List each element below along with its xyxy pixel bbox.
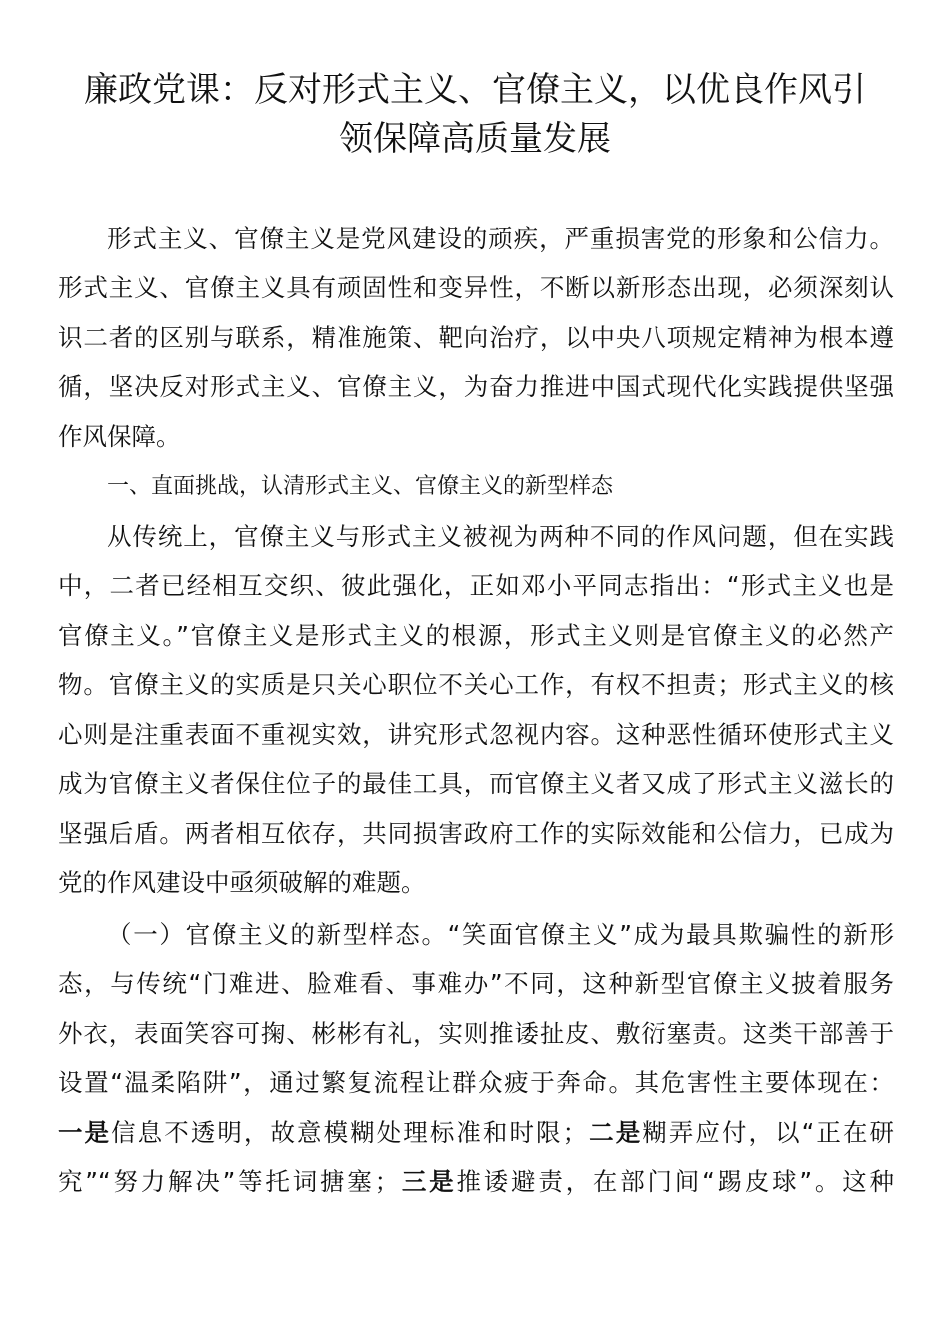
paragraph-3-line-6 xyxy=(58,1165,894,1199)
paragraph-3-line-4: 设置“温柔陷阱”，通过繁复流程让群众疲于奔命。其危害性主要体现在： xyxy=(58,1068,894,1097)
document-title-line-1: 廉政党课：反对形式主义、官僚主义，以优良作风引 xyxy=(84,70,866,110)
point-text-3: 推诿避责，在部门间“踢皮球”。这种 xyxy=(456,1167,894,1196)
point-text-1: 信息不透明，故意模糊处理标准和时限； xyxy=(111,1118,588,1147)
paragraph-3-line-3: 外衣，表面笑容可掬、彬彬有礼，实则推诿扯皮、敷衍塞责。这类干部善于 xyxy=(58,1019,894,1048)
point-text-2-cont: 究”“努力解决”等托词搪塞； xyxy=(58,1167,400,1196)
paragraph-2-line-3: 官僚主义。”官僚主义是形式主义的根源，形式主义则是官僚主义的必然产 xyxy=(58,621,894,650)
paragraph-2-line-7: 坚强后盾。两者相互依存，共同损害政府工作的实际效能和公信力，已成为 xyxy=(58,819,894,848)
paragraph-1-line-3: 识二者的区别与联系，精准施策、靶向治疗，以中央八项规定精神为根本遵 xyxy=(58,323,894,352)
paragraph-2-line-2: 中，二者已经相互交织、彼此强化，正如邓小平同志指出：“形式主义也是 xyxy=(58,571,894,600)
paragraph-1-line-1: 形式主义、官僚主义是党风建设的顽疾，严重损害党的形象和公信力。 xyxy=(107,224,894,253)
paragraph-2-line-6: 成为官僚主义者保住位子的最佳工具，而官僚主义者又成了形式主义滋长的 xyxy=(58,769,894,798)
paragraph-2-line-4: 物。官僚主义的实质是只关心职位不关心工作，有权不担责；形式主义的核 xyxy=(58,670,894,699)
section-heading-1: 一、直面挑战，认清形式主义、官僚主义的新型样态 xyxy=(107,474,614,499)
document-title-line-2: 领保障高质量发展 xyxy=(339,119,611,159)
point-label-2: 二是 xyxy=(587,1118,643,1147)
paragraph-3-line-1: （一）官僚主义的新型样态。“笑面官僚主义”成为最具欺骗性的新形 xyxy=(107,920,894,949)
paragraph-3-line-5 xyxy=(58,1116,894,1150)
paragraph-2-line-5: 心则是注重表面不重视实效，讲究形式忽视内容。这种恶性循环使形式主义 xyxy=(58,720,894,749)
point-label-1: 一是 xyxy=(58,1118,112,1147)
paragraph-2-line-1: 从传统上，官僚主义与形式主义被视为两种不同的作风问题，但在实践 xyxy=(107,522,894,551)
paragraph-1-line-4: 循，坚决反对形式主义、官僚主义，为奋力推进中国式现代化实践提供坚强 xyxy=(58,372,894,401)
paragraph-1-line-5: 作风保障。 xyxy=(58,422,181,451)
paragraph-1-line-2: 形式主义、官僚主义具有顽固性和变异性，不断以新形态出现，必须深刻认 xyxy=(58,273,894,302)
point-text-2: 糊弄应付，以“正在研 xyxy=(642,1118,895,1147)
paragraph-2-line-8: 党的作风建设中亟须破解的难题。 xyxy=(58,868,426,897)
paragraph-3-line-2: 态，与传统“门难进、脸难看、事难办”不同，这种新型官僚主义披着服务 xyxy=(58,969,894,998)
point-label-3: 三是 xyxy=(399,1167,457,1196)
